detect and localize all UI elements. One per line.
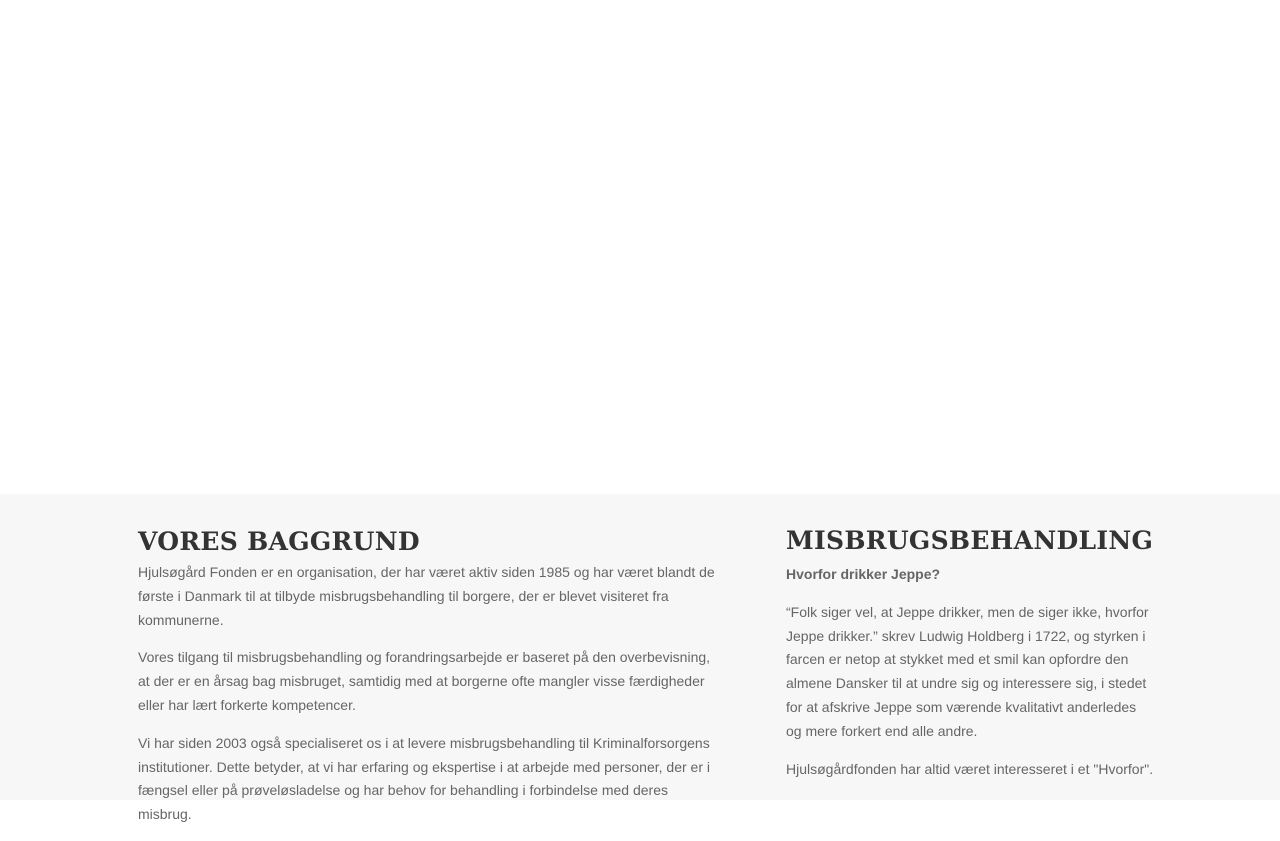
treatment-heading: MISBRUGSBEHANDLING [786,526,1154,555]
treatment-paragraph-1: “Folk siger vel, at Jeppe drikker, men de siger ikke, hvorfor Jeppe drikker.” skrev Ludwig Holdberg i 1722, og styrken i farcen er netop at stykket med et smil kan opfordre den almene Dansker til at undre sig og interessere sig, i stedet for at afskrive Jeppe som værende kvalitativt anderledes og mere forkert end alle andre. [786,603,1149,739]
background-heading: VORES BAGGRUND [138,527,420,556]
treatment-column [786,526,1154,795]
background-paragraph-3: Vi har siden 2003 også specialiseret os i at levere misbrugsbehandling til Kriminalforsorgens institutioner. Dette betyder, at vi har erfaring og ekspertise i at arbejde med personer, der er i fængsel eller på prøveløsladelse og har behov for behandling i forbindelse med deres misbrug. [138,734,710,823]
content-section [0,494,1280,823]
treatment-lead: Hvorfor drikker Jeppe? [786,566,941,582]
treatment-paragraph-2: Hjulsøgårdfonden har altid været interesseret i et "Hvorfor". [786,760,1154,777]
background-paragraph-2: Vores tilgang til misbrugsbehandling og forandringsarbejde er baseret på den overbevisning, at der er en årsag bag misbruget, samtidig med at borgerne ofte mangler visse færdigheder eller har lært forkerte kompetencer. [138,649,711,713]
background-column [138,526,720,841]
background-paragraph-1: Hjulsøgård Fonden er en organisation, der har været aktiv siden 1985 og har været blandt de første i Danmark til at tilbyde misbrugsbehandling til borgere, der er blevet visiteret fra kommunerne. [138,564,715,628]
